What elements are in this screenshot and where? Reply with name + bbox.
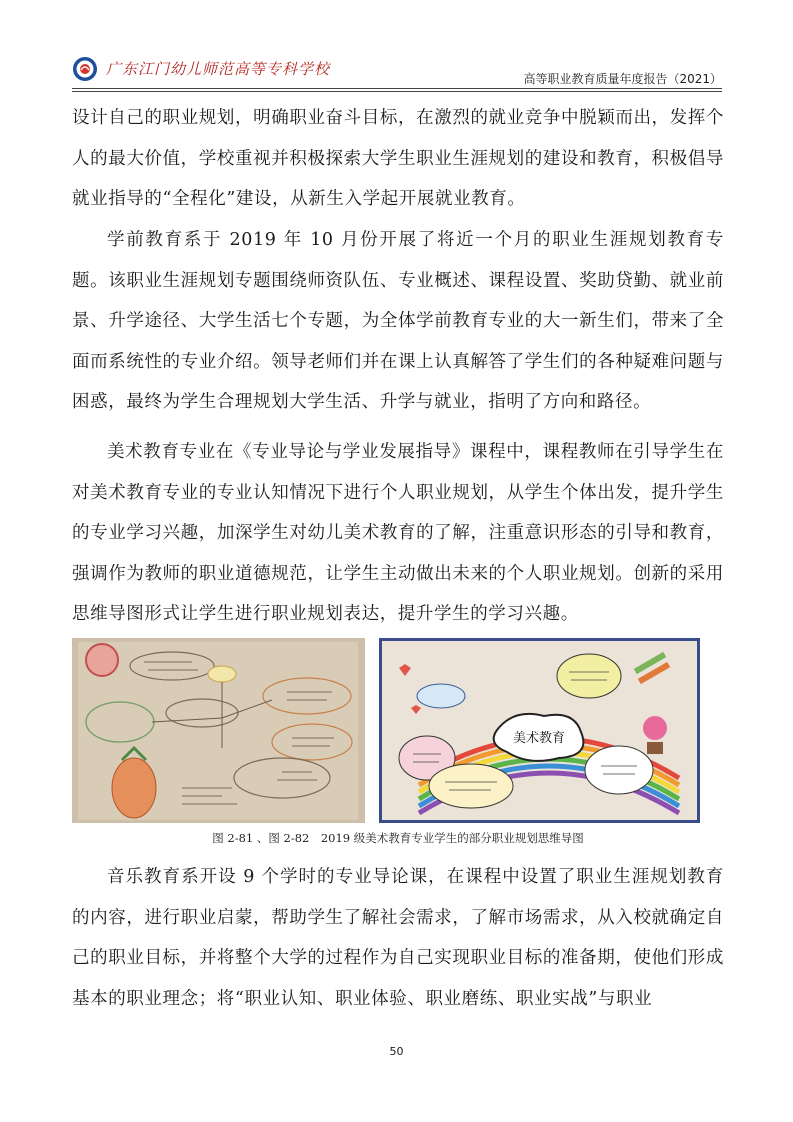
- page-header: [72, 50, 722, 90]
- paragraph-1: 设计自己的职业规划，明确职业奋斗目标，在激烈的就业竞争中脱颖而出，发挥个人的最大价值，学校重视并积极探索大学生职业生涯规划的建设和教育，积极倡导就业指导的“全程化”建设，从新生入学起开展就业教育。: [72, 108, 724, 209]
- page-number: 50: [389, 1045, 404, 1058]
- school-logo-icon: [72, 56, 98, 82]
- paragraph-3: 美术教育专业在《专业导论与学业发展指导》课程中，课程教师在引导学生在对美术教育专业的专业认知情况下进行个人职业规划，从学生个体出发，提升学生的专业学习兴趣，加深学生对幼儿美术教育的了解，注重意识形态的引导和教育，强调作为教师的职业道德规范，让学生主动做出未来的个人职业规划。创新的采用思维导图形式让学生进行职业规划表达，提升学生的学习兴趣。: [72, 442, 724, 624]
- paragraph-2: 学前教育系于 2019 年 10 月份开展了将近一个月的职业生涯规划教育专题。该职业生涯规划专题围绕师资队伍、专业概述、课程设置、奖助贷勤、就业前景、升学途径、大学生活七个专题，为全体学前教育专业的大一新生们，带来了全面而系统性的专业介绍。领导老师们并在课上认真解答了学生们的各种疑难问题与困惑，最终为学生合理规划大学生活、升学与就业，指明了方向和路径。: [72, 230, 724, 412]
- paragraph-4: 音乐教育系开设 9 个学时的专业导论课，在课程中设置了职业生涯规划教育的内容，进行职业启蒙，帮助学生了解社会需求，了解市场需求，从入校就确定自己的职业目标，并将整个大学的过程作为自己实现职业目标的准备期，使他们形成基本的职业理念；将“职业认知、职业体验、职业磨练、职业实战”与职业: [72, 867, 724, 1009]
- header-divider: [72, 88, 722, 89]
- report-title: 高等职业教育质量年度报告（2021）: [523, 72, 722, 86]
- mind-map-photo-left: [72, 638, 365, 823]
- figure-caption: 图 2-81 、图 2-82 2019 级美术教育专业学生的部分职业规划思维导图: [212, 831, 584, 845]
- school-name: 广东江门幼儿师范高等专科学校: [106, 60, 331, 78]
- mind-map-center-label: 美术教育: [512, 731, 566, 746]
- header-divider-secondary: [72, 91, 722, 92]
- mind-map-photo-right: [379, 638, 700, 823]
